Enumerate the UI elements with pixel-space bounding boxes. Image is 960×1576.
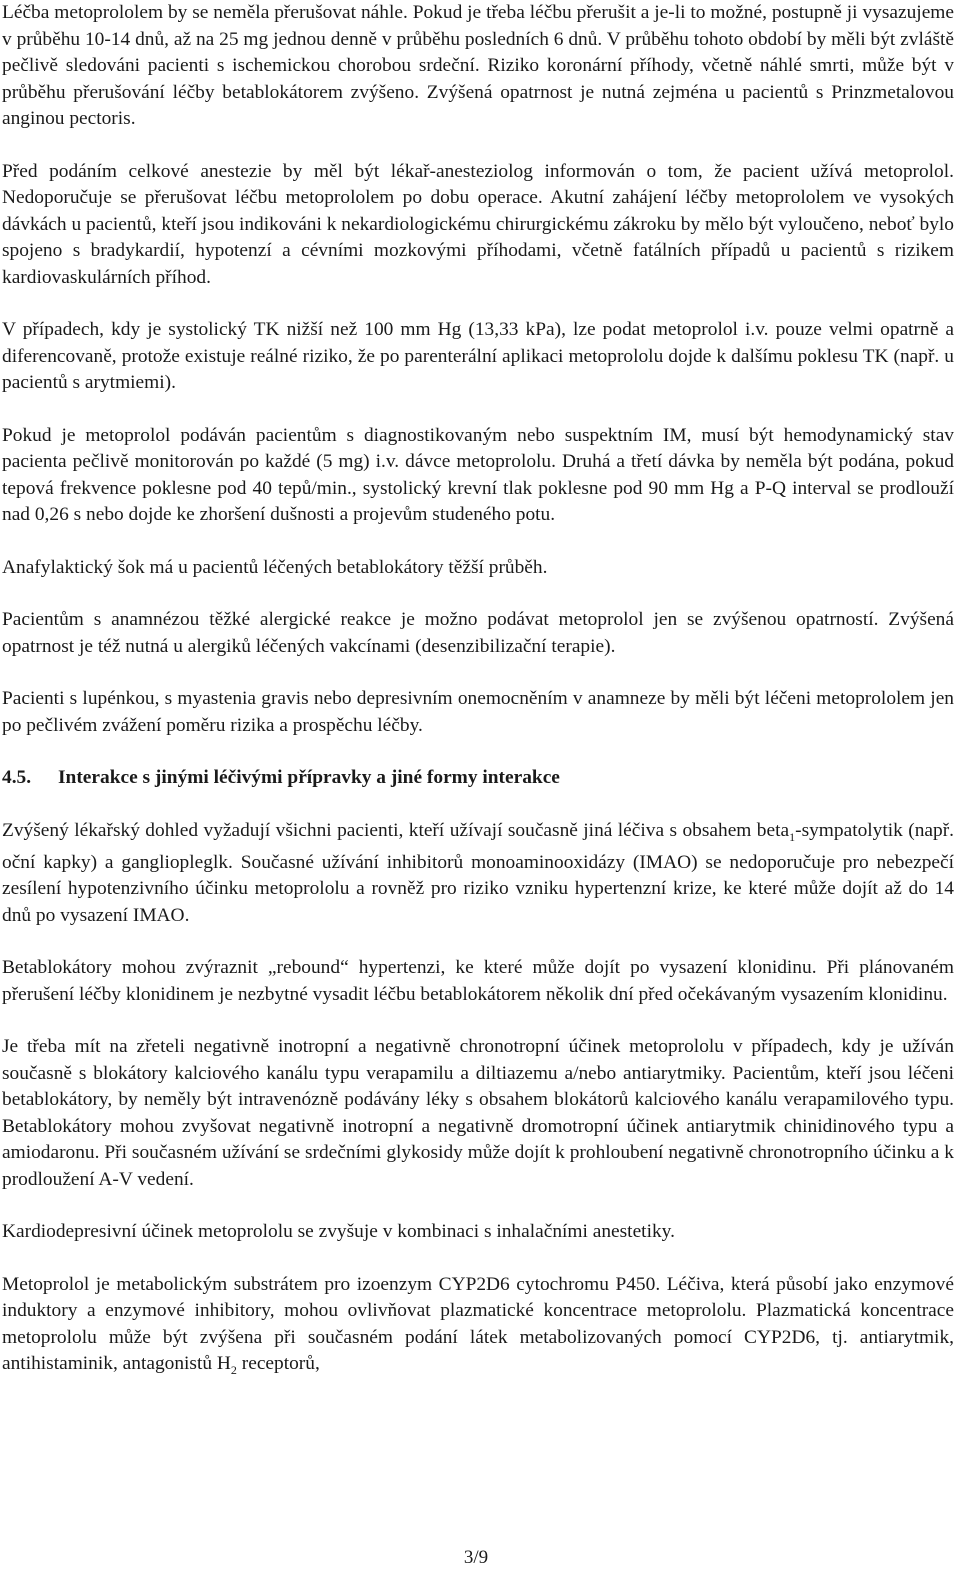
paragraph-cyp2d6: Metoprolol je metabolickým substrátem pro izoenzym CYP2D6 cytochromu P450. Léčiva, která působí jako enzymové induktory a enzymové inhibitory, mohou ovlivňovat plazmatické koncentrace metoprololu. Plazmatická koncentrace metoprololu může být zvýšena při současném podání látek metabolizovaných pomocí CYP2D6, tj. antiarytmik, antihistaminik, antagonistů $H_2$ receptorů, — [2, 1273, 954, 1378]
paragraph-systolic-pressure: V případech, kdy je systolický TK nižší než 100 mm Hg (13,33 kPa), lze podat metoprolol i.v. pouze velmi opatrně a diferencovaně, protože existuje reálné riziko, že po parenterální aplikaci metoprololu dojde k dalšímu poklesu TK (např. u pacientů s arytmiemi). — [2, 319, 954, 393]
paragraph-anesthesia: Před podáním celkové anestezie by měl být lékař-anesteziolog informován o tom, že pacient užívá metoprolol. Nedoporučuje se přerušovat léčbu metoprololem po dobu operace. Akutní zahájení léčby metoprololem ve vysokých dávkách u pacientů, kteří jsou indikováni k nekardiologickému chirurgickému zákroku by mělo být vyloučeno, neboť bylo spojeno s bradykardií, hypotenzí a cévními mozkovými příhodami, včetně fatálních případů u pacientů s rizikem kardiovaskulárních příhod. — [2, 160, 954, 288]
paragraph-psoriasis: Pacienti s lupénkou, s myastenia gravis nebo depresivním onemocněním v anamneze by měli být léčeni metoprololem jen po pečlivém zvážení poměru rizika a prospěchu léčby. — [2, 688, 954, 736]
h2-subscript: 2 — [230, 1363, 237, 1378]
paragraph-allergy: Pacientům s anamnézou těžké alergické reakce je možno podávat metoprolol jen se zvýšenou opatrností. Zvýšená opatrnost je též nutná u alergiků léčených vakcínami (desenzibilizační terapie). — [2, 609, 954, 657]
paragraph-beta-sympatholytics: Zvýšený lékařský dohled vyžadují všichni pacienti, kteří užívají současně jiná léčiva s obsahem beta$_1$-sympatolytik (např. oční kapky) a gangliopleglk. Současné užívání inhibitorů monoaminooxidázy (IMAO) se nedoporučuje pro nebezpečí zesílení hypotenzivního účinku metoprololu a rovněž pro riziko vzniku hypertenzní krize, ke které může dojít až do 14 dnů po vysazení IMAO. — [2, 819, 955, 926]
paragraph-clonidine: Betablokátory mohou zvýraznit „rebound“ hypertenzi, ke které může dojít po vysazení klonidinu. Při plánovaném přerušení léčby klonidinem je nezbytné vysadit léčbu betablokátorem několik dní před očekávaným vysazením klonidinu. — [2, 957, 954, 1005]
paragraph-discontinuation: Léčba metoprololem by se neměla přerušovat náhle. Pokud je třeba léčbu přerušit a je-li to možné, postupně ji vysazujeme v průběhu 10-14 dnů, až na 25 mg jednou denně v průběhu posledních 6 dnů. V průběhu tohoto období by měli být zvláště pečlivě sledováni pacienti s ischemickou chorobou srdeční. Riziko koronární příhody, včetně náhlé smrti, může být v průběhu přerušování léčby betablokátorem zvýšeno. Zvýšená opatrnost je nutná zejména u pacientů s Prinzmetalovou anginou pectoris. — [2, 2, 954, 129]
section-number: 4.5. — [2, 767, 32, 788]
paragraph-myocardial-infarction: Pokud je metoprolol podáván pacientům s diagnostikovaným nebo suspektním IM, musí být hemodynamický stav pacienta pečlivě monitorován po každé (5 mg) i.v. dávce metoprololu. Druhá a třetí dávka by neměla být podána, pokud tepová frekvence poklesne pod 40 tepů/min., systolický krevní tlak poklesne pod 90 mm Hg a P-Q interval se prodlouží nad 0,26 s nebo dojde ke zhoršení dušnosti a projevům studeného potu. — [2, 424, 954, 525]
paragraph-anaphylaxis: Anafylaktický šok má u pacientů léčených betablokátory těžší průběh. — [2, 556, 548, 578]
section-heading — [2, 765, 954, 792]
page-number: 3/9 — [463, 1547, 489, 1568]
section-title: Interakce s jinými léčivými přípravky a jiné formy interakce — [58, 767, 560, 788]
paragraph-calcium-channel-blockers: Je třeba mít na zřeteli negativně inotropní a negativně chronotropní účinek metoprololu v případech, kdy je užíván současně s blokátory kalciového kanálu typu verapamilu a diltiazemu a/nebo antiarytmiky. Pacientům, kteří jsou léčeni betablokátory, by neměly být intravenózně podávány léky s obsahem blokátorů kalciového kanálu verapamilového typu. Betablokátory mohou zvyšovat negativně inotropní a negativně dromotropní účinek antiarytmik chinidinového typu a amiodaronu. Při současném užívání se srdečními glykosidy může dojít k prohloubení negativně chronotropního účinku a k prodloužení A-V vedení. — [2, 1036, 954, 1190]
paragraph-anesthetics: Kardiodepresivní účinek metoprololu se zvyšuje v kombinaci s inhalačními anestetiky. — [2, 1221, 675, 1243]
beta-subscript: 1 — [789, 829, 796, 844]
